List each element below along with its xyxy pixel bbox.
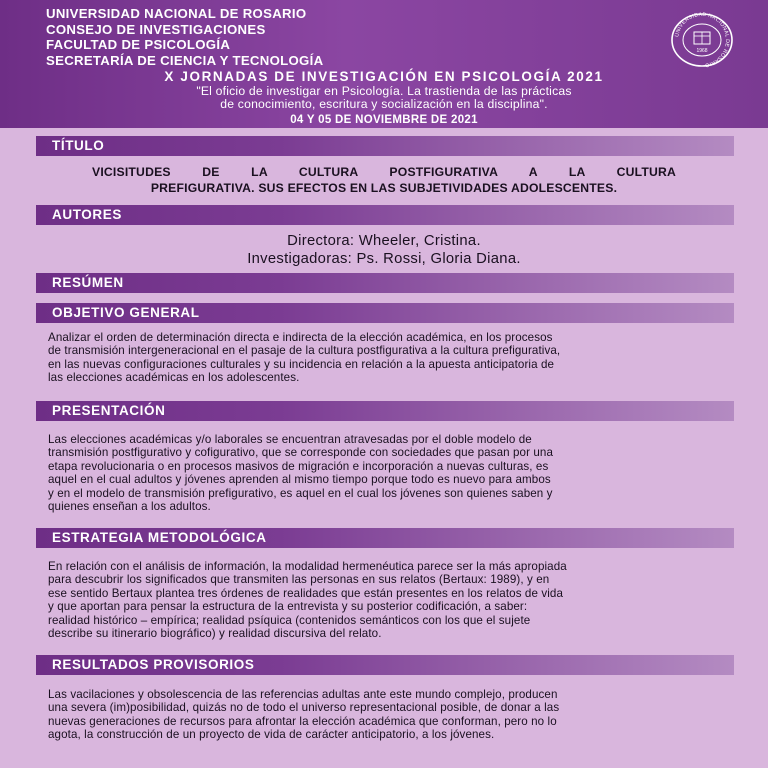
seal-year: 1968: [696, 48, 708, 54]
paragraph-line: transmisión postfigurativo y cofigurativo, que se corresponde con sociedades que pasan por una: [48, 446, 554, 460]
paragraph-line: Analizar el orden de determinación directa e indirecta de la elección académica, en los procesos: [48, 331, 553, 344]
paragraph-line: las elecciones académicas en los adolescentes.: [48, 371, 300, 385]
section-heading-estrategia: ESTRATEGIA METODOLÓGICA: [36, 528, 734, 548]
paragraph-line: en las nuevas configuraciones culturales y su incidencia en relación a la apuesta anticipatoria de: [48, 357, 555, 371]
paragraph-line: En relación con el análisis de información, la modalidad hermenéutica parece ser la más apropiada: [48, 560, 567, 573]
paragraph-line: de transmisión intergeneracional en el pasaje de la cultura postfigurativa a la cultura prefigurativa,: [48, 344, 561, 358]
paragraph-line: aquel en el cual adultos y jóvenes aprenden al mismo tiempo porque todo es nuevo para ambos: [48, 473, 551, 487]
paragraph-line: etapa revolucionaria o en procesos masivos de migración e incorporación a nuevas culturas, es: [48, 459, 549, 473]
paragraph-line: quienes enseñan a los adultos.: [48, 500, 211, 514]
section-heading-titulo: TÍTULO: [36, 136, 734, 156]
paragraph-line: y en el modelo de transmisión prefigurativo, es aquel en el cual los jóvenes son quienes saben y: [48, 486, 553, 500]
university-seal-icon: [658, 12, 746, 68]
paragraph-line: realidad histórico – empírica; realidad psíquica (contenidos semánticos con los que el sujete: [48, 613, 531, 627]
paragraph-line: Las vacilaciones y obsolescencia de las referencias adultas ante este mundo complejo, producen: [48, 688, 558, 701]
author-researchers: Investigadoras: Ps. Rossi, Gloria Diana.: [247, 251, 521, 267]
header-banner: [0, 0, 768, 128]
resultados-paragraph: [48, 688, 732, 742]
section-heading-presentacion: PRESENTACIÓN: [36, 401, 734, 421]
institution-block: [46, 6, 323, 68]
paragraph-line: agota, la construcción de un proyecto de vida de carácter anticipatorio, a los jóvenes.: [48, 728, 495, 742]
paper-title-line: PREFIGURATIVA. SUS EFECTOS EN LAS SUBJETIVIDADES ADOLESCENTES.: [150, 181, 618, 195]
section-heading-objetivo: OBJETIVO GENERAL: [36, 303, 734, 323]
paragraph-line: ese sentido Bertaux plantea tres órdenes de realidades que están presentes en los relatos de vida: [48, 586, 564, 600]
institution-line: SECRETARÍA DE CIENCIA Y TECNOLOGÍA: [46, 52, 324, 68]
paragraph-line: Las elecciones académicas y/o laborales se encuentran atravesadas por el doble modelo de: [48, 433, 532, 446]
objetivo-paragraph: [48, 331, 732, 385]
institution-line: FACULTAD DE PSICOLOGÍA: [46, 37, 231, 53]
estrategia-paragraph: [48, 560, 732, 640]
paragraph-line: una severa (im)posibilidad, quizás no de todo el universo representacional posible, de donar a las: [48, 701, 560, 715]
event-block: [0, 68, 768, 128]
paragraph-line: y que aportan para pensar la estructura de la entrevista y su posterior codificación, a saber:: [48, 600, 528, 614]
paragraph-line: describe su itinerario biográfico) y realidad discursiva del relato.: [48, 627, 382, 641]
author-director: Directora: Wheeler, Cristina.: [287, 233, 481, 249]
event-date: 04 Y 05 DE NOVIEMBRE DE 2021: [290, 114, 478, 126]
seal-text: UNIVERSIDAD NACIONAL DE ROSARIO: [674, 12, 731, 68]
section-heading-resultados: RESULTADOS PROVISORIOS: [36, 655, 734, 675]
authors-block: [0, 232, 768, 268]
event-subtitle: de conocimiento, escritura y socialización en la disciplina".: [220, 97, 548, 111]
section-heading-autores: AUTORES: [36, 205, 734, 225]
paragraph-line: nuevas generaciones de recursos para afrontar la elección académica que conforman, pero no lo: [48, 714, 557, 728]
institution-line: CONSEJO DE INVESTIGACIONES: [46, 21, 266, 37]
paper-title-line: VICISITUDES DE LA CULTURA POSTFIGURATIVA A LA CULTURA: [92, 165, 676, 179]
paper-title: [92, 164, 676, 196]
institution-line: UNIVERSIDAD NACIONAL DE ROSARIO: [46, 6, 307, 21]
section-heading-resumen: RESÚMEN: [36, 273, 734, 293]
event-title: X JORNADAS DE INVESTIGACIÓN EN PSICOLOGÍA 2021: [164, 69, 604, 84]
presentacion-paragraph: [48, 433, 732, 513]
event-subtitle: "El oficio de investigar en Psicología. La trastienda de las prácticas: [196, 84, 572, 98]
paragraph-line: para descubrir los significados que transmiten las personas en sus relatos (Bertaux: 1989), y en: [48, 573, 550, 587]
